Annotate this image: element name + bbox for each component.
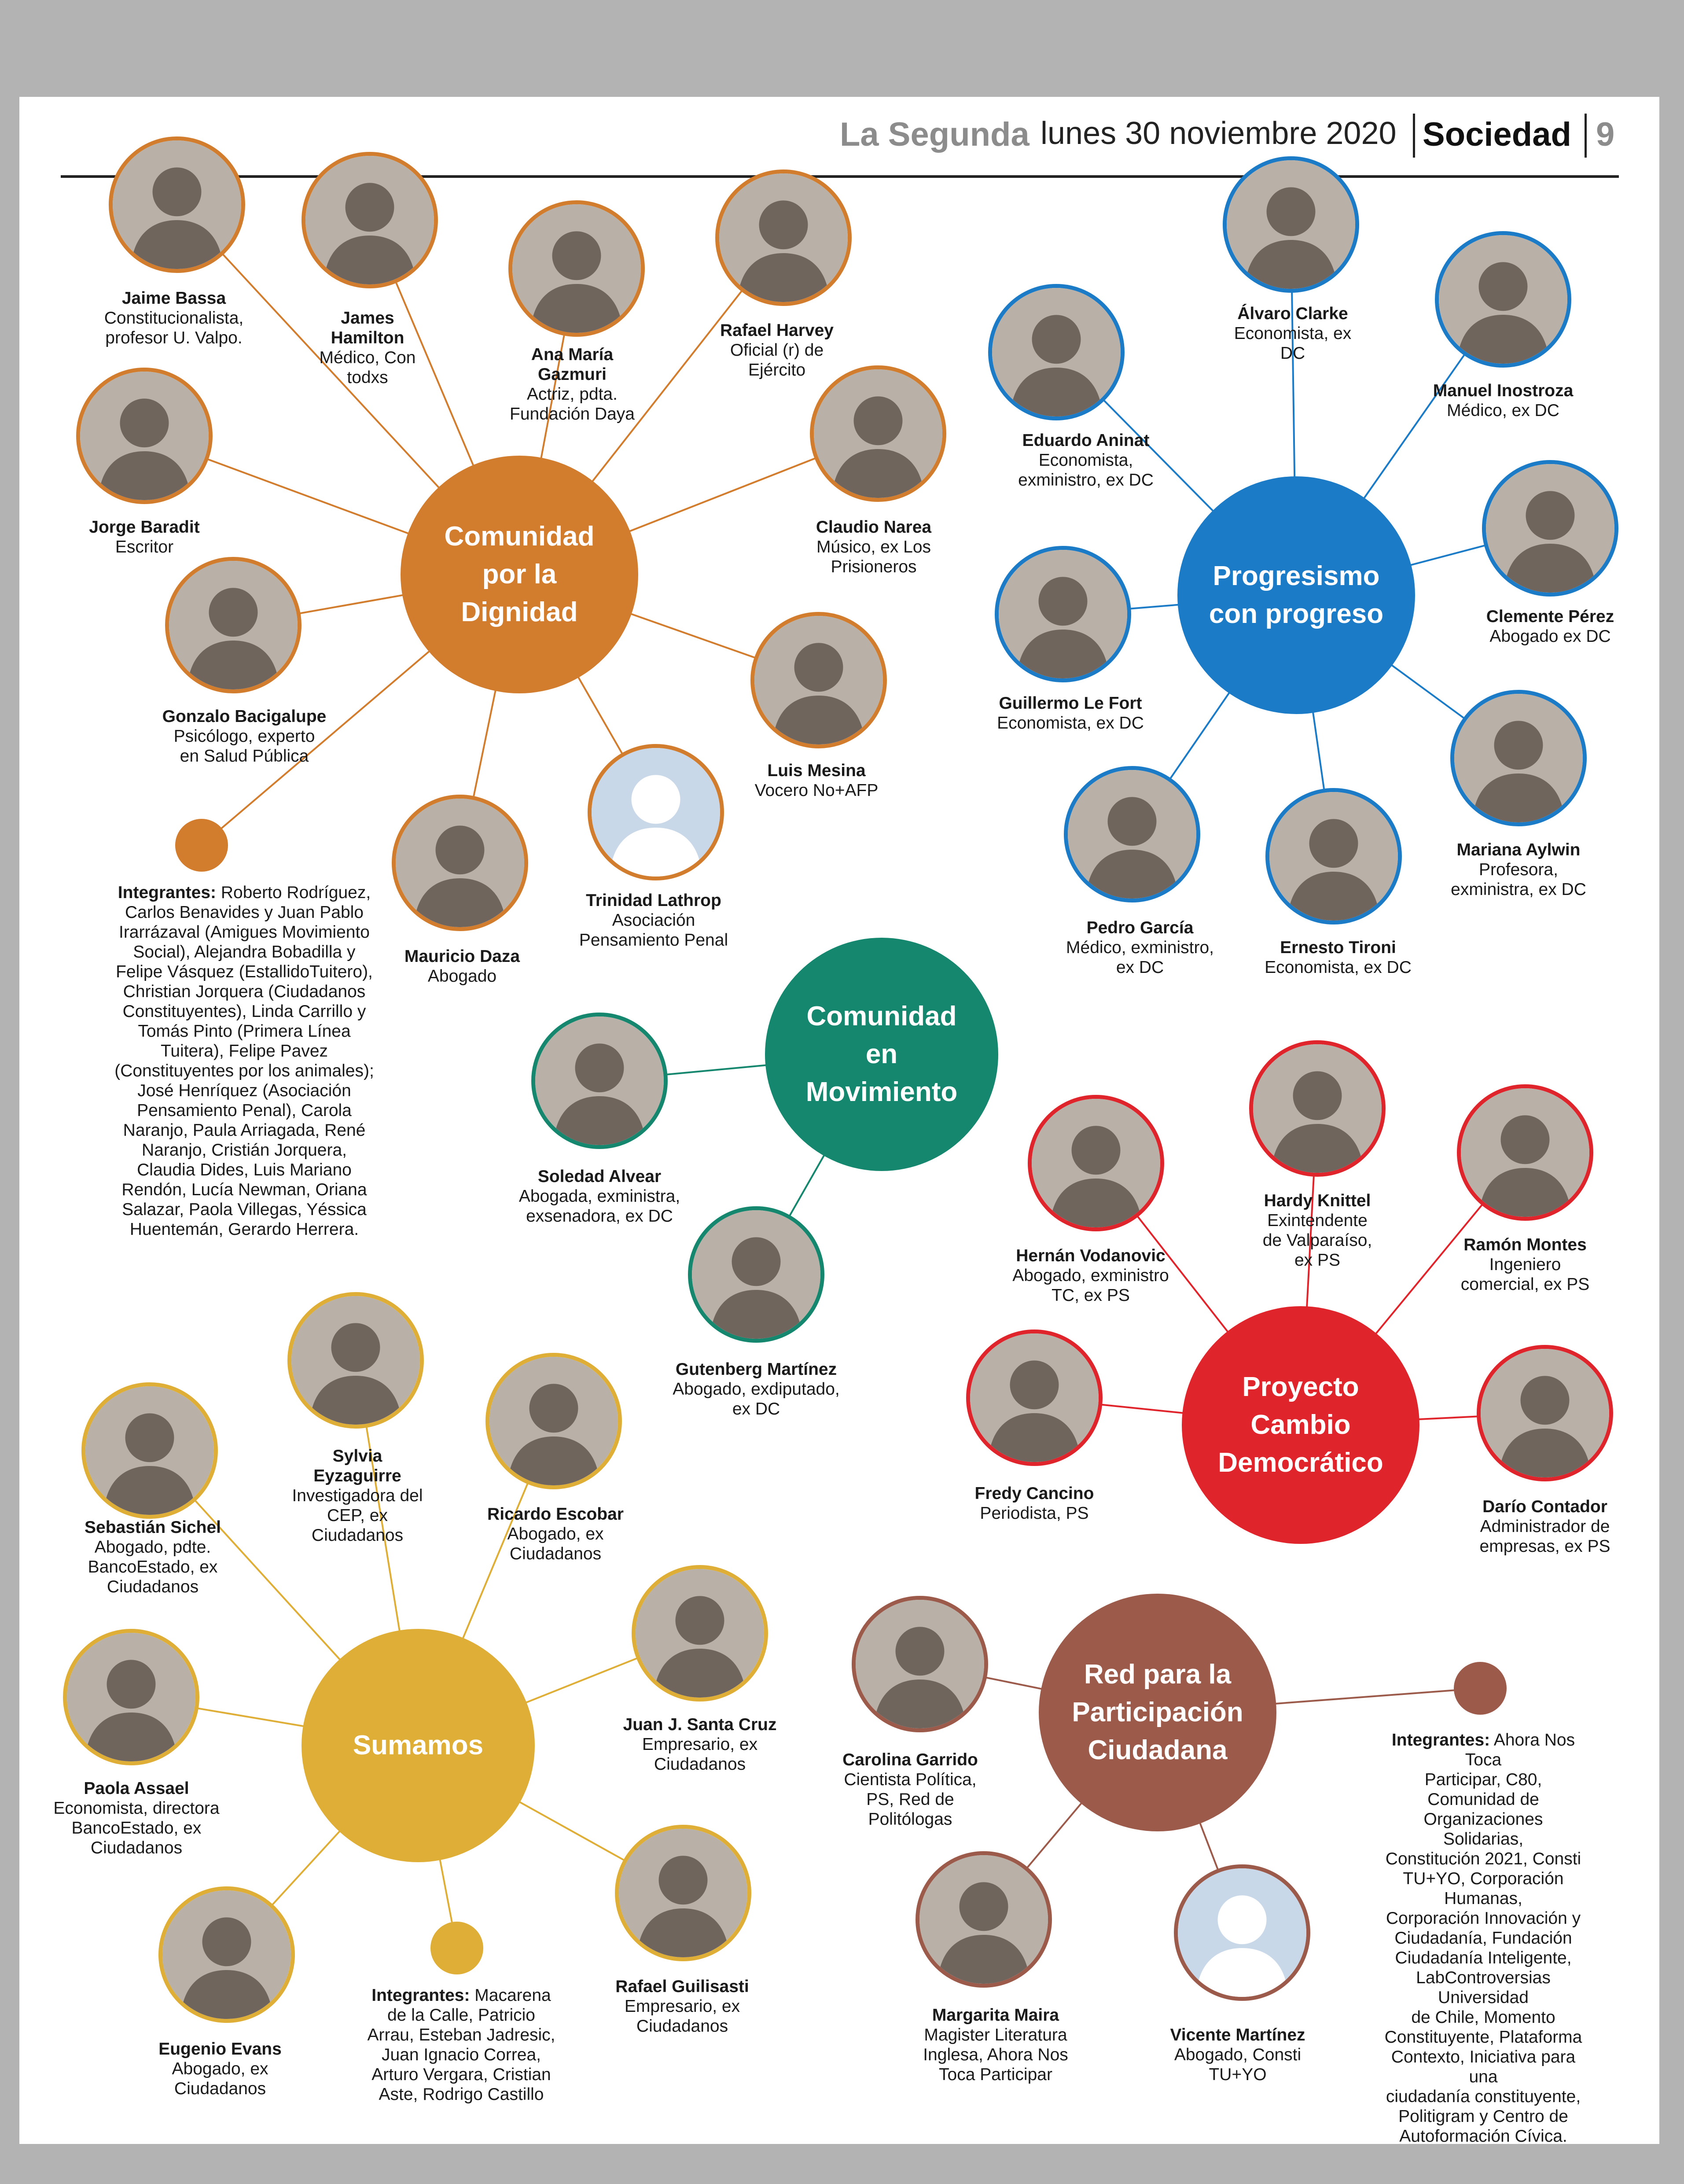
portrait-photo-icon <box>1481 1349 1609 1477</box>
person-name: Hernán Vodanovic <box>1016 1246 1166 1265</box>
portrait-photo-icon <box>636 1569 764 1698</box>
members-list-sumamos <box>367 1985 555 2104</box>
person-name: Fredy Cancino <box>974 1484 1094 1503</box>
person-name: Eugenio Evans <box>158 2040 282 2059</box>
placeholder-avatar-icon <box>1178 1868 1306 1997</box>
person-description: Economista, ex DC <box>1234 324 1352 363</box>
person-caption <box>1461 1235 1590 1294</box>
portrait-gutenberg-martinez <box>688 1206 824 1343</box>
portrait-photo-icon <box>919 1855 1048 1984</box>
person-description: Oficial (r) de Ejército <box>730 341 824 379</box>
portrait-trinidad-lathrop <box>588 744 724 880</box>
portrait-photo-icon <box>85 1386 214 1515</box>
placeholder-avatar-icon <box>592 748 720 877</box>
person-name: Gutenberg Martínez <box>675 1360 837 1379</box>
person-name: Ernesto Tironi <box>1280 938 1396 957</box>
person-description: Músico, ex Los Prisioneros <box>816 538 931 576</box>
person-caption <box>53 1779 219 1858</box>
person-description: Empresario, ex Ciudadanos <box>642 1735 758 1774</box>
person-caption <box>1263 1191 1372 1270</box>
person-caption <box>510 345 635 424</box>
portrait-vicente-martinez <box>1174 1864 1310 2001</box>
person-description: Médico, exministro, ex DC <box>1066 938 1214 977</box>
portrait-sylvia-eyzaguirre <box>287 1292 424 1429</box>
person-caption <box>104 288 244 348</box>
person-caption <box>1066 918 1214 977</box>
person-name: Claudio Narea <box>816 518 932 537</box>
portrait-photo-icon <box>692 1210 820 1339</box>
person-name: Manuel Inostroza <box>1433 381 1574 400</box>
person-name: James Hamilton <box>331 309 404 347</box>
newspaper-name: La Segunda <box>840 116 1030 153</box>
portrait-jaime-bassa <box>109 136 245 273</box>
person-caption <box>292 1446 423 1545</box>
members-label: Integrantes: <box>371 1986 470 2005</box>
group-title: Proyecto Cambio Democrático <box>1218 1372 1383 1478</box>
portrait-manuel-inostroza <box>1435 231 1571 368</box>
person-name: Ricardo Escobar <box>487 1505 624 1524</box>
person-caption <box>816 517 931 577</box>
person-description: Economista, ex DC <box>1265 958 1412 977</box>
portrait-eduardo-aninat <box>988 284 1125 420</box>
portrait-eugenio-evans <box>158 1886 295 2023</box>
person-description: Economista, exministro, ex DC <box>1018 451 1154 490</box>
person-description: Abogado, ex Ciudadanos <box>507 1525 604 1563</box>
person-caption <box>975 1484 1094 1523</box>
person-name: Jaime Bassa <box>121 289 226 308</box>
person-caption <box>623 1715 777 1774</box>
portrait-paola-assael <box>63 1629 199 1765</box>
portrait-photo-icon <box>970 1333 1099 1462</box>
portrait-ana-maria-gazmuri <box>508 200 645 337</box>
issue-date: lunes 30 noviembre 2020 <box>1041 116 1397 151</box>
members-dot <box>1454 1662 1507 1715</box>
members-label: Integrantes: <box>1391 1731 1490 1749</box>
group-title: Comunidad por la Dignidad <box>444 521 595 627</box>
members-text: Macarena de la Calle, Patricio Arrau, Esteban Jadresic, Juan Ignacio Correa, Arturo Vergara, Cristian Aste, Rodrigo Castillo <box>367 1986 555 2104</box>
portrait-photo-icon <box>754 616 883 744</box>
portrait-photo-icon <box>67 1633 195 1761</box>
portrait-photo-icon <box>1269 792 1398 921</box>
portrait-pedro-garcia <box>1064 766 1200 902</box>
person-name: Gonzalo Bacigalupe <box>162 707 327 726</box>
person-caption <box>487 1504 624 1564</box>
person-caption <box>1012 1246 1169 1305</box>
header-divider <box>1413 114 1415 158</box>
person-name: Carolina Garrido <box>842 1750 978 1769</box>
person-caption <box>404 947 520 986</box>
person-description: Asociación Pensamiento Penal <box>579 911 728 950</box>
portrait-ernesto-tironi <box>1265 788 1402 924</box>
portrait-dario-contador <box>1477 1345 1613 1481</box>
group-hub-dignidad <box>401 456 638 693</box>
portrait-hernan-vodanovic <box>1028 1095 1164 1231</box>
members-text: Ahora Nos Toca Participar, C80, Comunidad de Organizaciones Solidarias, Constitución 2021, Consti TU+YO, Corporación Humanas, Corporación Innovación y Ciudadanía, Fundación Ciudadanía Inteligente, LabControversias Universidad de Chile, Momento Constituyente, Plataforma Contexto, Iniciativa para una ciudadanía constituyente, Politigram y Centro de Autoformación Cívica. <box>1384 1731 1582 2146</box>
portrait-carolina-garrido <box>852 1596 988 1732</box>
person-description: Periodista, PS <box>980 1504 1089 1523</box>
section-name: Sociedad <box>1423 116 1571 153</box>
portrait-gonzalo-bacigalupe <box>165 557 302 693</box>
portrait-fredy-cancino <box>966 1330 1103 1466</box>
group-title: Sumamos <box>353 1730 484 1760</box>
portrait-photo-icon <box>396 799 524 927</box>
group-hub-cambio <box>1182 1306 1419 1544</box>
portrait-mariana-aylwin <box>1450 690 1587 826</box>
portrait-photo-icon <box>305 156 434 284</box>
person-caption <box>519 1167 680 1226</box>
person-caption <box>997 693 1144 733</box>
portrait-guillermo-le-fort <box>995 546 1131 682</box>
portrait-photo-icon <box>162 1890 291 2019</box>
person-name: Darío Contador <box>1482 1497 1607 1516</box>
person-name: Paola Assael <box>84 1779 189 1798</box>
person-name: Margarita Maira <box>932 2006 1059 2025</box>
portrait-photo-icon <box>113 140 241 269</box>
person-caption <box>1265 938 1412 977</box>
group-title: Progresismo con progreso <box>1209 561 1384 629</box>
portrait-photo-icon <box>1253 1044 1382 1173</box>
person-name: Luis Mesina <box>767 761 866 780</box>
person-caption <box>85 1517 221 1597</box>
person-name: Hardy Knittel <box>1264 1191 1371 1210</box>
person-caption <box>89 517 199 557</box>
header-divider <box>1585 114 1587 158</box>
person-description: Abogado, Consti TU+YO <box>1174 2045 1302 2084</box>
person-caption <box>1234 304 1352 363</box>
members-list-dignidad <box>114 883 374 1239</box>
portrait-photo-icon <box>1439 235 1567 364</box>
person-name: Álvaro Clarke <box>1237 304 1348 323</box>
members-list-red <box>1383 1730 1584 2146</box>
portrait-james-hamilton <box>302 152 438 288</box>
members-dot <box>430 1922 483 1974</box>
person-name: Mauricio Daza <box>404 947 520 966</box>
portrait-photo-icon <box>1461 1088 1589 1217</box>
portrait-photo-icon <box>512 204 641 333</box>
portrait-photo-icon <box>535 1016 664 1145</box>
page-number: 9 <box>1596 116 1615 153</box>
person-description: Abogado, exministro TC, ex PS <box>1012 1266 1169 1305</box>
portrait-photo-icon <box>999 550 1127 678</box>
person-description: Cientista Política, PS, Red de Politólogas <box>844 1770 977 1829</box>
members-label: Integrantes: <box>118 883 216 902</box>
person-caption <box>162 707 327 766</box>
person-caption <box>320 308 416 387</box>
portrait-sebastian-sichel <box>81 1382 218 1519</box>
person-description: Abogado, exdiputado, ex DC <box>673 1380 840 1418</box>
portrait-photo-icon <box>619 1829 747 1957</box>
portrait-rafael-harvey <box>715 169 852 306</box>
portrait-clemente-perez <box>1482 460 1618 597</box>
portrait-photo-icon <box>992 288 1121 416</box>
person-name: Eduardo Aninat <box>1022 431 1150 450</box>
portrait-juan-j-santa-cruz <box>632 1565 768 1702</box>
portrait-claudio-narea <box>810 365 946 502</box>
portrait-soledad-alvear <box>531 1013 668 1149</box>
person-name: Pedro García <box>1086 918 1194 937</box>
person-description: Abogado ex DC <box>1489 627 1611 646</box>
person-caption <box>1486 607 1614 646</box>
members-dot <box>175 819 228 872</box>
person-description: Médico, ex DC <box>1447 401 1559 420</box>
person-name: Jorge Baradit <box>89 518 200 537</box>
person-caption <box>158 2039 282 2099</box>
header-rule <box>61 175 1619 178</box>
person-caption <box>755 761 879 800</box>
person-description: Empresario, ex Ciudadanos <box>624 1997 740 2036</box>
portrait-margarita-maira <box>916 1851 1052 1988</box>
person-description: Médico, Con todxs <box>319 348 416 387</box>
person-caption <box>615 1977 749 2036</box>
portrait-photo-icon <box>1032 1099 1160 1227</box>
person-description: Magister Literatura Inglesa, Ahora Nos Toca Participar <box>923 2026 1068 2084</box>
members-text: Roberto Rodríguez, Carlos Benavides y Juan Pablo Irarrázaval (Amigues Movimiento Social), Alejandra Bobadilla y Felipe Vásquez (EstallidoTuitero), Christian Jorquera (Ciudadanos Constituyentes), Linda Carrillo y Tomás Pinto (Primera Línea Tuitera), Felipe Pavez (Constituyentes por los animales); José Henríquez (Asociación Pensamiento Penal), Carola Naranjo, Paula Arriagada, René Naranjo, Cristián Jorquera, Claudia Dides, Luis Mariano Rendón, Lucía Newman, Oriana Salazar, Paola Villegas, Yéssica Huentemán, Gerardo Herrera. <box>114 883 374 1239</box>
portrait-hardy-knittel <box>1249 1040 1386 1177</box>
person-description: Abogada, exministra, exsenadora, ex DC <box>518 1187 680 1226</box>
person-caption <box>720 320 834 380</box>
person-description: Vocero No+AFP <box>754 781 879 800</box>
person-description: Administrador de empresas, ex PS <box>1479 1517 1610 1556</box>
person-name: Guillermo Le Fort <box>999 694 1142 713</box>
portrait-photo-icon <box>169 561 298 689</box>
person-name: Sylvia Eyzaguirre <box>313 1447 401 1485</box>
portrait-photo-icon <box>291 1296 420 1425</box>
portrait-ramon-montes <box>1457 1084 1593 1221</box>
group-hub-movimiento <box>765 938 998 1171</box>
portrait-jorge-baradit <box>76 368 213 504</box>
group-hub-red <box>1039 1594 1276 1831</box>
portrait-photo-icon <box>814 369 942 498</box>
portrait-photo-icon <box>1227 160 1355 289</box>
person-caption <box>579 891 728 950</box>
portrait-luis-mesina <box>750 612 887 748</box>
portrait-mauricio-daza <box>392 795 528 931</box>
person-caption <box>1433 381 1574 420</box>
group-hub-sumamos <box>302 1629 535 1862</box>
person-description: Investigadora del CEP, ex Ciudadanos <box>292 1486 423 1545</box>
portrait-rafael-guilisasti <box>615 1825 751 1961</box>
person-description: Actriz, pdta. Fundación Daya <box>509 385 635 424</box>
portrait-photo-icon <box>1068 770 1196 899</box>
portrait-photo-icon <box>856 1600 984 1728</box>
person-name: Rafael Guilisasti <box>615 1977 749 1996</box>
person-name: Ana María Gazmuri <box>531 345 614 384</box>
person-caption <box>1480 1497 1610 1556</box>
portrait-photo-icon <box>489 1357 618 1485</box>
group-hub-progreso <box>1177 476 1415 714</box>
portrait-photo-icon <box>719 173 848 302</box>
person-description: Exintendente de Valparaíso, ex PS <box>1262 1211 1372 1270</box>
person-description: Abogado, pdte. BancoEstado, ex Ciudadanos <box>88 1538 218 1596</box>
person-description: Profesora, exministra, ex DC <box>1451 860 1586 899</box>
person-caption <box>923 2005 1068 2085</box>
person-description: Ingeniero comercial, ex PS <box>1460 1255 1590 1294</box>
portrait-photo-icon <box>80 372 209 500</box>
person-caption <box>1018 431 1154 490</box>
person-name: Trinidad Lathrop <box>586 891 721 910</box>
person-description: Constitucionalista, profesor U. Valpo. <box>104 309 244 347</box>
person-name: Ramón Montes <box>1463 1235 1587 1254</box>
person-description: Economista, ex DC <box>997 714 1144 733</box>
person-caption <box>1451 840 1586 899</box>
person-name: Sebastián Sichel <box>85 1518 221 1537</box>
group-title: Comunidad en Movimiento <box>805 1001 958 1107</box>
person-name: Vicente Martínez <box>1170 2026 1305 2044</box>
person-description: Abogado, ex Ciudadanos <box>172 2059 268 2098</box>
person-caption <box>842 1750 978 1829</box>
person-name: Clemente Pérez <box>1486 607 1614 626</box>
portrait-photo-icon <box>1454 694 1583 822</box>
person-name: Juan J. Santa Cruz <box>623 1715 777 1734</box>
portrait-alvaro-clarke <box>1223 156 1359 293</box>
person-description: Economista, directora BancoEstado, ex Ciudadanos <box>53 1799 220 1857</box>
group-title: Red para la Participación Ciudadana <box>1072 1659 1243 1765</box>
portrait-photo-icon <box>1486 464 1614 593</box>
person-caption <box>673 1359 840 1419</box>
person-name: Mariana Aylwin <box>1456 840 1581 859</box>
portrait-ricardo-escobar <box>485 1353 622 1489</box>
person-description: Psicólogo, experto en Salud Pública <box>173 727 315 766</box>
person-name: Soledad Alvear <box>537 1167 662 1186</box>
person-description: Escritor <box>115 538 174 556</box>
person-caption <box>1170 2025 1305 2085</box>
person-name: Rafael Harvey <box>720 321 834 340</box>
person-description: Abogado <box>427 967 497 986</box>
